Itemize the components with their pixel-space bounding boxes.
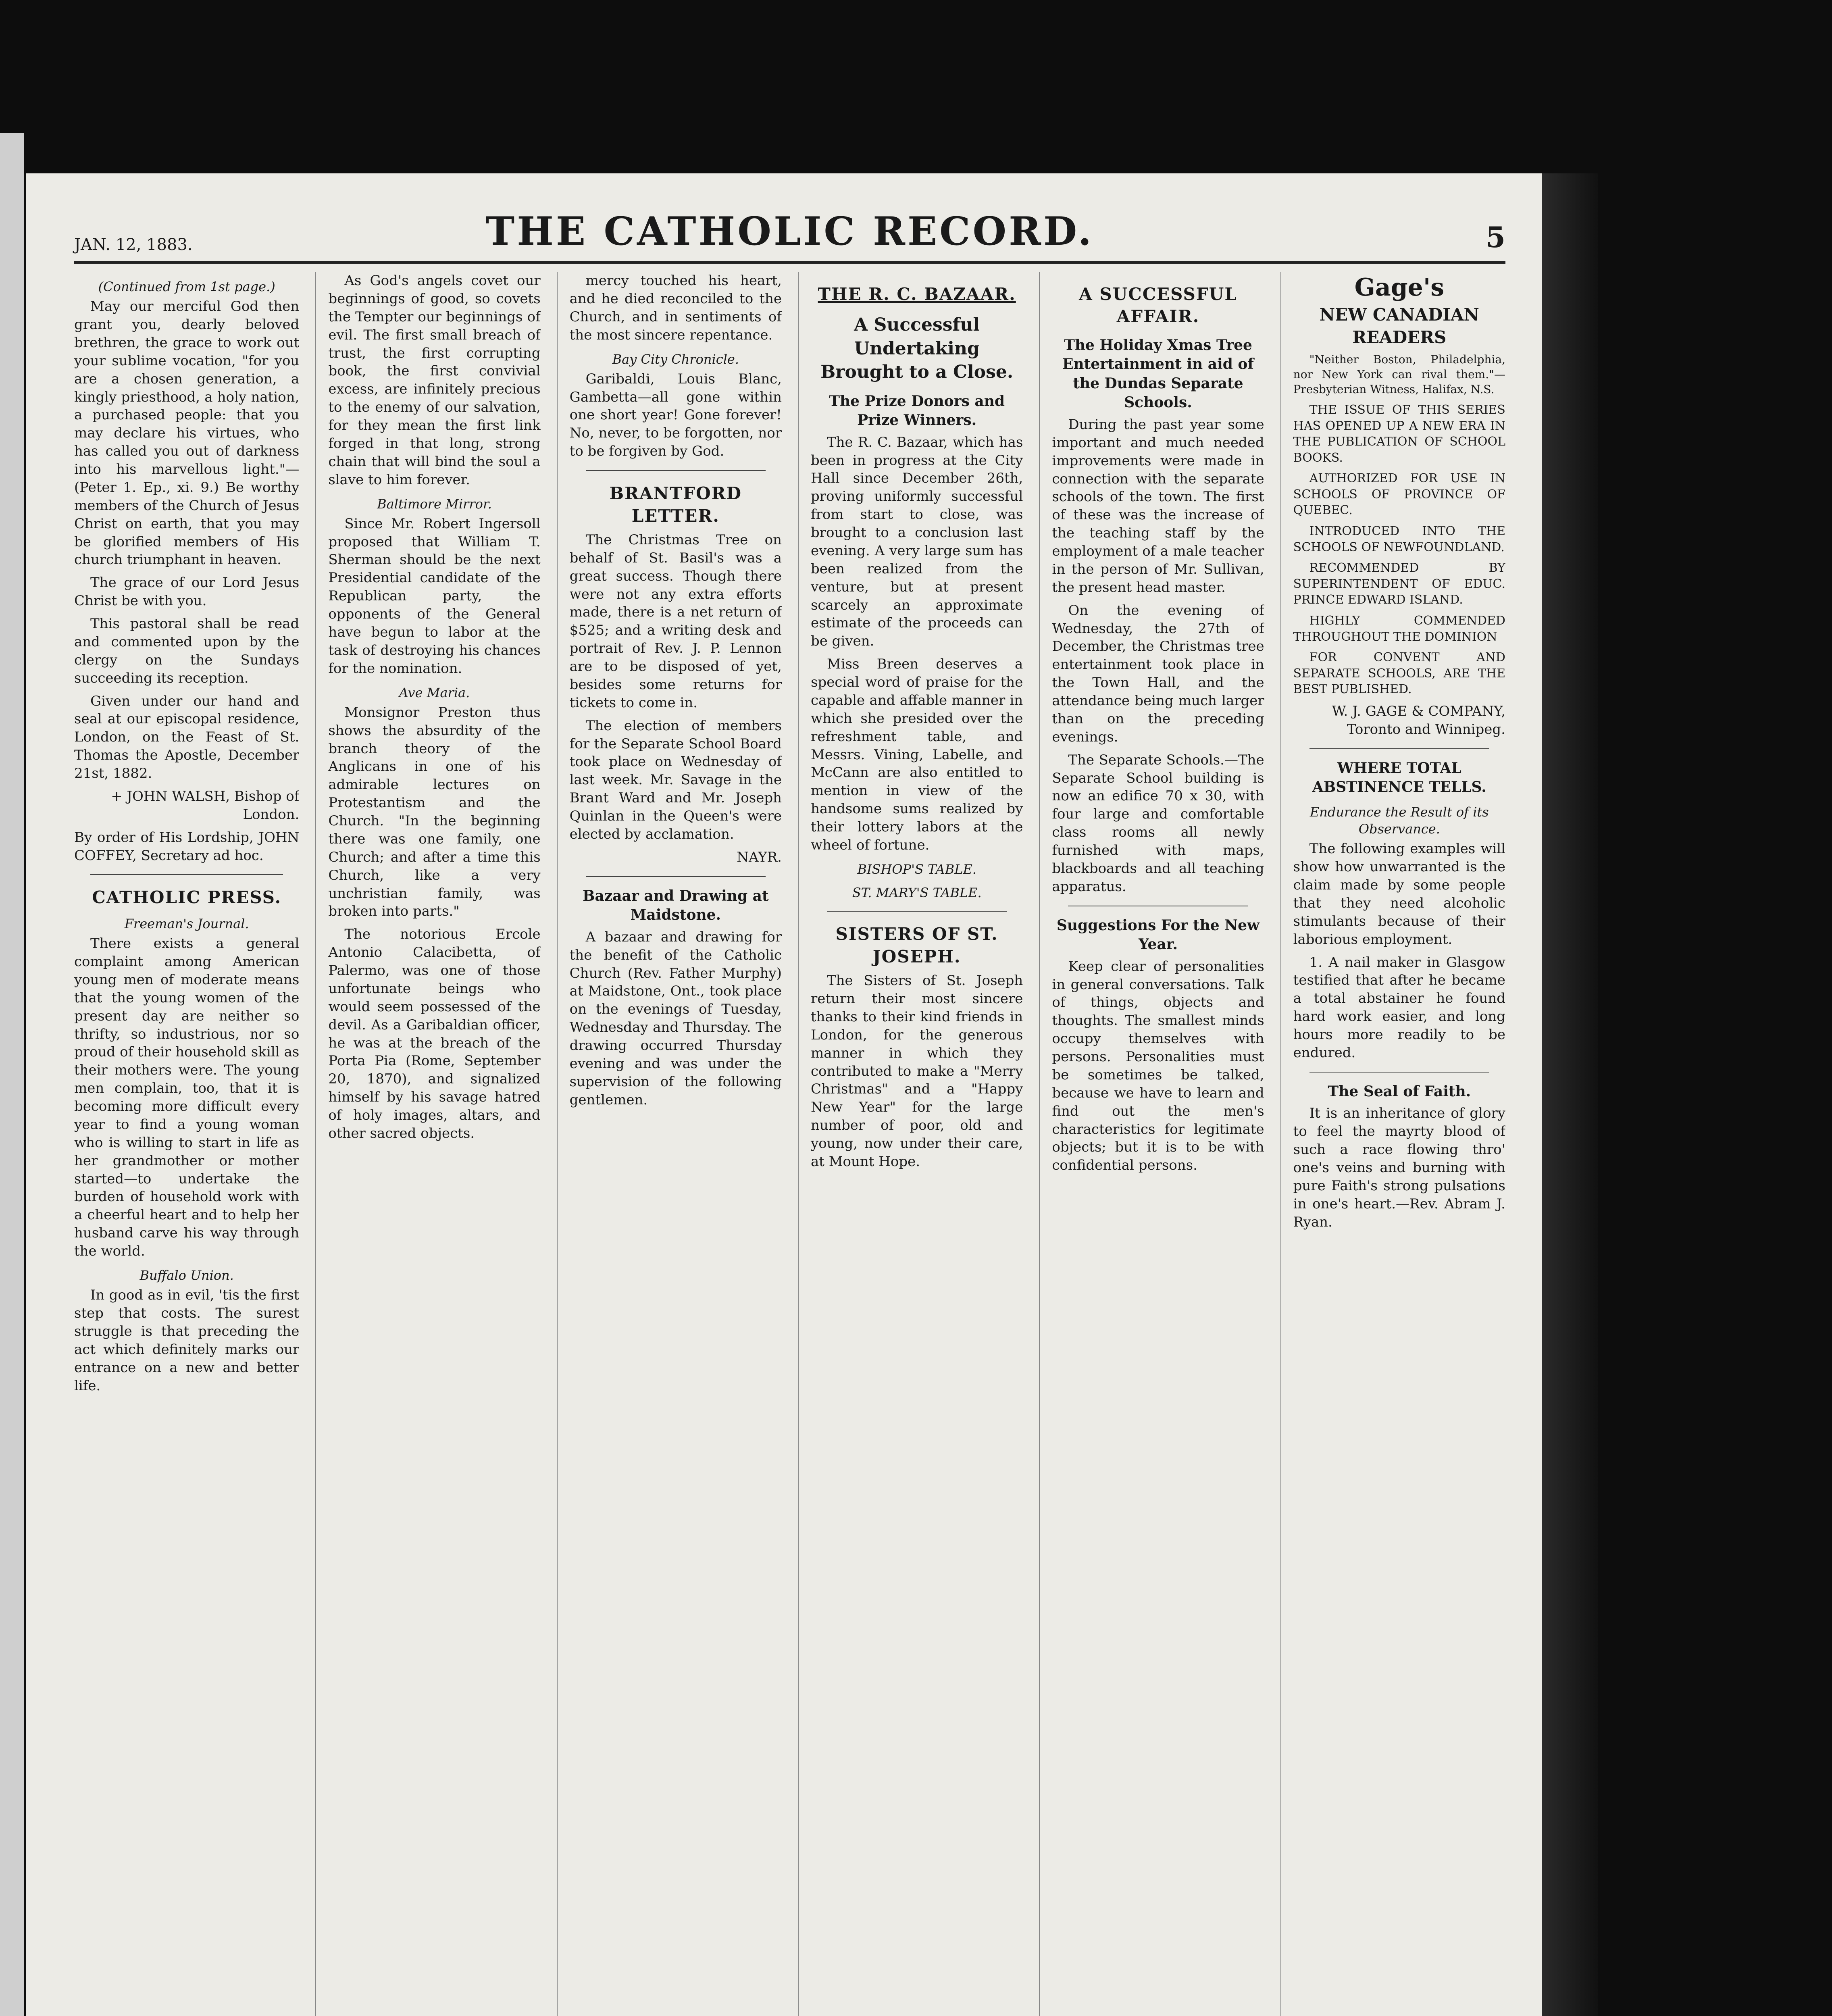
newspaper-page [26, 173, 1542, 2016]
page-shadow-edge [1542, 173, 1598, 2016]
article-paragraph: The R. C. Bazaar, which has been in progress at the City Hall since December 26th, proving uniformly successful from start to close, was brought to a conclusion last evening. A very large sum has been realized from the venture, but at present scarcely an approximate estimate of the proceeds can be given. [810, 434, 1023, 650]
article-paragraph: It is an inheritance of glory to feel the mayrty blood of such a race flowing thro' one's veins and burning with pure Faith's strong pulsations in one's heart.—Rev. Abram J. Ryan. [1293, 1105, 1505, 1230]
divider [586, 876, 766, 877]
section-title: SISTERS OF ST. JOSEPH. [835, 924, 998, 966]
source-name: Bay City Chronicle. [612, 351, 739, 367]
advertisement-title: Gage's [1354, 273, 1445, 302]
article-paragraph: On the evening of Wednesday, the 27th of December, the Christmas tree entertainment took place in the Town Hall, and the attendance being much larger than on the preceding evenings. [1052, 602, 1264, 745]
advertisement-line: THE ISSUE OF THIS SERIES HAS OPENED UP A NEW ERA IN THE PUBLICATION OF SCHOOL BOOKS. [1293, 402, 1505, 465]
section-title: Bazaar and Drawing at Maidstone. [583, 887, 769, 924]
section-title: THE R. C. BAZAAR. [818, 284, 1016, 304]
advertisement-line: INTRODUCED INTO THE SCHOOLS OF NEWFOUNDLAND. [1293, 524, 1505, 554]
section-subtitle: The Prize Donors and Prize Winners. [829, 392, 1005, 429]
article-paragraph: The notorious Ercole Antonio Calacibetta, of Palermo, was one of those unfortunate beings who would seem possessed of the devil. As a Garibaldian officer, he was at the breach of the Porta Pia (Rome, September 20, 1870), and signalized himself by his savage hatred of holy images, altars, and other sacred objects. [328, 926, 541, 1141]
advertisement-line: FOR CONVENT AND SEPARATE SCHOOLS, ARE THE BEST PUBLISHED. [1293, 650, 1505, 697]
source-name: Ave Maria. [399, 685, 470, 700]
column-2 [315, 272, 540, 2016]
column-6 [1280, 272, 1505, 2016]
column-5 [1039, 272, 1264, 2016]
article-paragraph: A bazaar and drawing for the benefit of the Catholic Church (Rev. Father Murphy) at Maidstone, Ont., took place on the evenings of Tuesday, Wednesday and Thursday. The drawing occurred Thursday evening and was under the supervision of the following gentlemen. [569, 929, 782, 1108]
table-heading: ST. MARY'S TABLE. [852, 885, 982, 901]
article-paragraph: The Sisters of St. Joseph return their most sincere thanks to their kind friends in London, for the generous manner in which they contributed to make a "Merry Christmas" and a "Happy New Year" for the large number of poor, old and young, now under their care, at Mount Hope. [810, 973, 1023, 1170]
article-paragraph: The following examples will show how unwarranted is the claim made by some people that they need alcoholic stimulants because of their laborious employment. [1293, 841, 1505, 948]
section-title: Suggestions For the New Year. [1056, 916, 1260, 953]
secretary-line: By order of His Lordship, JOHN COFFEY, Secretary ad hoc. [74, 829, 300, 864]
pastoral-paragraph: This pastoral shall be read and commented upon by the clergy on the Sundays succeeding its reception. [74, 616, 300, 686]
divider [90, 874, 283, 875]
article-paragraph: The Separate Schools.—The Separate School building is now an edifice 70 x 30, with four large and comfortable class rooms all newly furnished with maps, blackboards and all teaching apparatus. [1052, 752, 1264, 895]
advertisement-line: HIGHLY COMMENDED THROUGHOUT THE DOMINION [1293, 614, 1505, 644]
article-paragraph: mercy touched his heart, and he died reconciled to the Church, and in sentiments of the most sincere repentance. [569, 273, 782, 343]
table-heading: BISHOP'S TABLE. [857, 861, 976, 877]
article-paragraph: Miss Breen deserves a special word of praise for the capable and affable manner in which she presided over the refreshment table, and Messrs. Vining, Labelle, and McCann are also entitled to mention in view of the handsome sums realized by their lottery labors at the wheel of fortune. [810, 656, 1023, 853]
advertisement-publisher: W. J. GAGE & COMPANY, Toronto and Winnipeg. [1332, 703, 1505, 737]
section-subtitle: A Successful Undertaking Brought to a Close. [820, 314, 1014, 382]
advertisement-line: AUTHORIZED FOR USE IN SCHOOLS OF PROVINCE OF QUEBEC. [1293, 471, 1505, 518]
divider [586, 470, 766, 471]
signed-initials: NAYR. [737, 849, 782, 865]
column-3 [557, 272, 782, 2016]
advertisement-subtitle: NEW CANADIAN READERS [1319, 305, 1479, 347]
article-paragraph: The election of members for the Separate School Board took place on Wednesday of last week. Mr. Savage in the Brant Ward and Mr. Joseph Quinlan in the Queen's were elected by acclamation. [569, 717, 782, 842]
article-paragraph: Keep clear of personalities in general conversations. Talk of things, objects and thoughts. The smallest minds occupy themselves with persons. Personalities must be sometimes be talked, because we have to learn and find out the men's characteristics for legitimate objects; but it is to be with confidential persons. [1052, 958, 1264, 1174]
article-paragraph: The Christmas Tree on behalf of St. Basil's was a great success. Though there were not any extra efforts made, there is a net return of $525; and a writing desk and portrait of Rev. J. P. Lennon are to be disposed of yet, besides some returns for tickets to come in. [569, 531, 782, 711]
section-subtitle: Endurance the Result of its Observance. [1309, 804, 1489, 837]
signature: + JOHN WALSH, Bishop of London. [111, 788, 300, 823]
pastoral-paragraph: The grace of our Lord Jesus Christ be with you. [74, 575, 300, 609]
section-title: BRANTFORD LETTER. [609, 483, 742, 526]
masthead [74, 206, 1505, 264]
section-title: A SUCCESSFUL AFFAIR. [1079, 284, 1237, 327]
article-paragraph: Since Mr. Robert Ingersoll proposed that William T. Sherman should be the next Presidential candidate of the Republican party, the opponents of the General have begun to labor at the task of destroying his chances for the nomination. [328, 515, 541, 677]
divider [1309, 748, 1489, 749]
divider [1309, 1072, 1489, 1073]
article-paragraph: During the past year some important and much needed improvements were made in connection with the separate schools of the town. The first of these was the increase of the teaching staff by the employment of a male teacher in the person of Mr. Sullivan, the present head master. [1052, 416, 1264, 596]
left-margin-strip [0, 133, 24, 2016]
source-name: Freeman's Journal. [124, 916, 249, 931]
pastoral-paragraph: Given under our hand and seal at our episcopal residence, London, on the Feast of St. Thomas the Apostle, December 21st, 1882. [74, 693, 300, 782]
column-1 [74, 272, 299, 2016]
article-paragraph: Garibaldi, Louis Blanc, Gambetta—all gone within one short year! Gone forever! No, never, to be forgotten, nor to be forgiven by God. [569, 371, 782, 460]
continued-note: (Continued from 1st page.) [98, 279, 275, 294]
divider [827, 911, 1007, 912]
source-name: Buffalo Union. [139, 1267, 234, 1283]
article-paragraph: As God's angels covet our beginnings of good, so covets the Tempter our beginnings of evil. The first small breach of trust, the first corrupting book, the first convivial excess, are infinitely precious to the enemy of our salvation, for they mean the first link forged in that long, strong chain that will bind the soul a slave to him forever. [328, 273, 541, 488]
section-title: CATHOLIC PRESS. [92, 887, 282, 908]
article-paragraph: 1. A nail maker in Glasgow testified that after he became a total abstainer he found hard work easier, and long hours more readily to be endured. [1293, 954, 1505, 1061]
article-paragraph: There exists a general complaint among American young men of moderate means that the young women of the present day are neither so thrifty, so industrious, nor so proud of their household skill as their mothers were. The young men complain, too, that it is becoming more difficult every year to find a young woman who is willing to start in life as her grandmother or mother started—to undertake the burden of household work with a cheerful heart and to help her husband carve his way through the world. [74, 935, 300, 1260]
source-name: Baltimore Mirror. [377, 496, 492, 512]
column-4 [798, 272, 1023, 2016]
newspaper-title: THE CATHOLIC RECORD. [485, 208, 1094, 254]
article-paragraph: Monsignor Preston thus shows the absurdity of the branch theory of the Anglicans in one of his admirable lectures on Protestantism and the Church. "In the beginning there was one family, one Church; and after a time this Church, like a very unchristian family, was broken into parts." [328, 704, 541, 920]
section-subtitle: The Holiday Xmas Tree Entertainment in aid of the Dundas Separate Schools. [1062, 336, 1254, 411]
section-title: The Seal of Faith. [1328, 1083, 1471, 1100]
pastoral-paragraph: May our merciful God then grant you, dearly beloved brethren, the grace to work out your sublime vocation, "for you are a chosen generation, a kingly priesthood, a holy nation, a purchased people: that you may declare his virtues, who has called you out of darkness into his marvellous light."—(Peter 1. Ep., xi. 9.) Be worthy members of the Church of Jesus Christ on earth, that you may be glorified members of His church triumphant in heaven. [74, 298, 300, 568]
article-paragraph: In good as in evil, 'tis the first step that costs. The surest struggle is that preceding the act which definitely marks our entrance on a new and better life. [74, 1287, 300, 1394]
article-columns [74, 272, 1505, 2016]
section-title: WHERE TOTAL ABSTINENCE TELLS. [1312, 759, 1486, 796]
issue-date: JAN. 12, 1883. [74, 235, 193, 254]
advertisement-line: RECOMMENDED BY SUPERINTENDENT OF EDUC. PRINCE EDWARD ISLAND. [1293, 561, 1505, 607]
advertisement-quote: "Neither Boston, Philadelphia, nor New York can rival them."—Presbyterian Witness, Halifax, N.S. [1293, 353, 1505, 396]
page-number: 5 [1486, 221, 1505, 254]
